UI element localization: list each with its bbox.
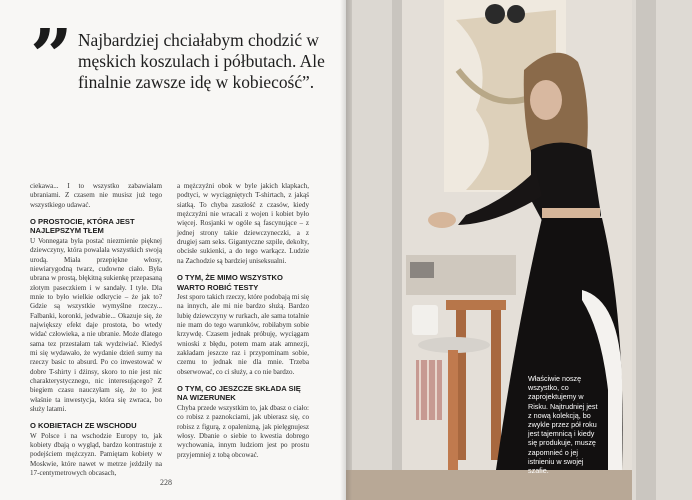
paragraph-image: Chyba przede wszystkim to, jak dbasz o ciało: co robisz z paznokciami, jak ubierasz się, co robisz z figurą, z opalenizną, jak pielęgnujesz włosy. Dbanie o siebie to kwestia dobrego wychowania, innym ludziom jest po prostu przyjemniej z tobą obcować. <box>177 403 309 459</box>
paragraph-eastern-women: W Polsce i na wschodzie Europy to, jak kobiety dbają o wygląd, bardzo kontrastuje z podejściem mężczyzn. Pamiętam kobiety w Moskwie, które nawet w metrze jeździły na 17-centymetrowych obcasach, <box>30 431 162 478</box>
section-heading-eastern-women: O KOBIETACH ZE WSCHODU <box>30 421 137 431</box>
section-heading-tests: O TYM, ŻE MIMO WSZYSTKO WARTO ROBIĆ TESTY <box>177 273 283 292</box>
woman-face <box>530 80 562 120</box>
woman-midriff <box>542 208 600 218</box>
right-page-photo <box>346 0 692 500</box>
photo-caption: Właściwie noszę wszystko, co zaprojektujemy w Risku. Najtrudniej jest z nową kolekcją, bo zwykle przez pół roku jest tajemnicą i kiedy się produkuje, muszę zapomnieć o jej istnieniu w swojej szafie. <box>528 374 598 476</box>
radio <box>410 262 434 278</box>
artwork-sunglasses <box>485 4 505 24</box>
column-2-intro: a mężczyźni obok w byle jakich klapkach, podtyci, w wyciągniętych T-shirtach, z jakąś siatką. To chyba zaszłość z czasów, kiedy mężczyźni nie wracali z wojen i kobiet było więcej. Rosjanki w ogóle są fascynujące – z jednej strony takie dziewczyneczki, a z drugiej sam seks. Gigantyczne szpile, dekolty, obcisłe sukienki, a do tego warkącz. Ludzie na Zachodzie są bardziej uniseksualni. <box>177 182 309 265</box>
quote-mark: ” <box>30 14 67 100</box>
woman-hands <box>428 212 456 228</box>
paragraph-tests: Jest sporo takich rzeczy, które podobają mi się na innych, ale mi nie bardzo służą. Bardzo lubię dziewczyny w rurkach, ale sama totalnie nie mam do tego warunków, robiłabym sobie krzywdę. Czasem jednak próbuję, wyciągam wnioski z błędu, potem mam atak amnezji, zakładam jeszcze raz i przypominam sobie, czemu to jednak nie dla mnie. Trzeba obserwować, co ci służy, a co nie bardzo. <box>177 292 309 376</box>
chair-seat <box>446 300 506 310</box>
portrait-photo <box>346 0 692 500</box>
page-number: 228 <box>160 478 172 487</box>
spread-gutter <box>340 0 352 500</box>
cup <box>412 305 438 335</box>
section-heading-image: O TYM, CO JESZCZE SKŁADA SIĘ NA WIZERUNEK <box>177 384 301 403</box>
text-column-1 <box>30 182 162 479</box>
door-frame-left-inner <box>352 0 392 500</box>
column-1-intro: ciekawa... I to wszystko zabawiałam ubraniami. Z czasem nie musisz już tego wszystkiego udawać. <box>30 182 162 209</box>
section-heading-simplicity: O PROSTOCIE, KTÓRA JEST NAJLEPSZYM TŁEM <box>30 217 135 236</box>
text-column-2 <box>177 182 309 460</box>
paragraph-simplicity: U Vonnegata była postać niezmienie pięknej dziewczyny, która powalała wszystkich swoją urodą. Miała przepiękne włosy, niewiarygodną twarz, cudowne ciało. Była ubrana w prostą, błękitną sukienkę przepasaną złotym paseczkiem i w sandały. I tyle. Dla mnie to było wielkie odkrycie – że jak to? Gdzie są wszystkie wymyślne rzeczy... Falbanki, koronki, jedwabie... Okazuje się, że największy efekt daje prostota, bo wtedy widać człowieka, a nie ubranie. Może dlatego sama tez przestałam tak wydziwiać. Kiedyś mi się wydawało, że wydanie dzień sumy na rzeczy basic to absurd. Po co inwestować w dobre T-shirty i dżinsy, skoro to nie jest nic charakterystycznego, nic interesującego? Z biegiem czasu nauczyłam się, że to jest właśnie ta inwestycja, która się zwraca, bo służy latami. <box>30 236 162 414</box>
pull-quote: Najbardziej chciałabym chodzić w męskich koszulach i półbutach. Ale finalnie zawsze idę w kobiecość”. <box>78 30 325 92</box>
